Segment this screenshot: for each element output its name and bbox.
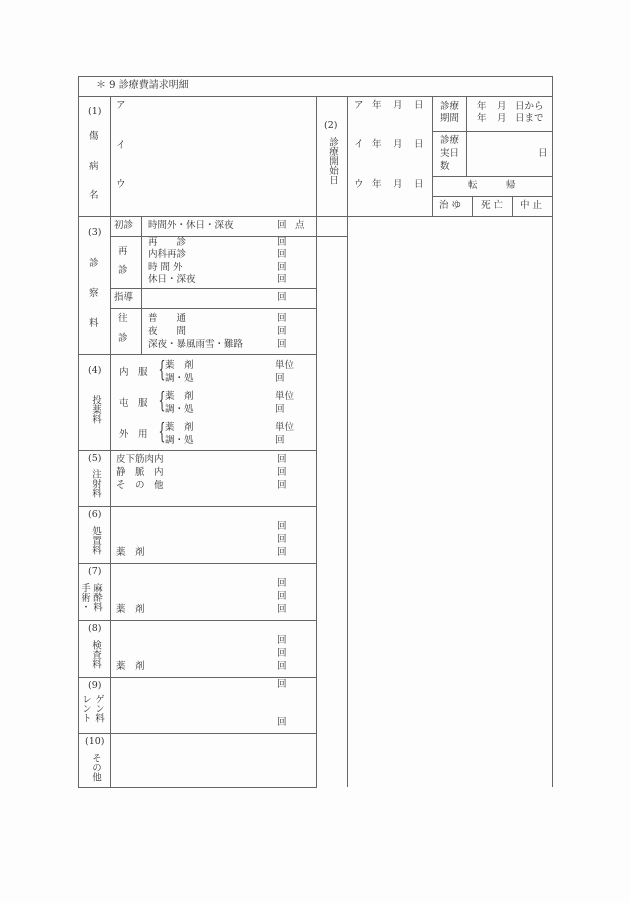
oushin-label-1: 往 — [118, 313, 128, 324]
surgery-unit-3[interactable]: 回 — [277, 604, 287, 615]
outcome-discontinued[interactable]: 中 止 — [520, 200, 543, 211]
surgery-num: (7) — [88, 566, 102, 577]
other-label: その他 — [90, 753, 101, 782]
treatment-label: 処置料 — [90, 526, 101, 555]
start-date-num: (2) — [324, 120, 338, 131]
outcome-death[interactable]: 死 亡 — [481, 200, 504, 211]
exam-label: 検査料 — [90, 640, 101, 669]
brace-icon: { — [158, 420, 166, 445]
treatment-drug: 薬 剤 — [116, 547, 145, 558]
injection-num: (5) — [88, 453, 102, 464]
xray-unit-2[interactable]: 回 — [277, 717, 287, 728]
treatment-unit-3[interactable]: 回 — [277, 547, 287, 558]
period-label-1: 診療 — [440, 101, 460, 112]
exam-unit-3[interactable]: 回 — [277, 661, 287, 672]
consult-label-2: 察 — [89, 288, 99, 299]
disease-label-3: 名 — [89, 190, 99, 201]
surgery-label-col2: 手術・ — [79, 583, 90, 612]
consult-label-1: 診 — [89, 258, 99, 269]
surgery-unit-2[interactable]: 回 — [277, 591, 287, 602]
start-date-label: 診療開始日 — [327, 137, 338, 185]
exam-num: (8) — [88, 623, 102, 634]
injection-label: 注射料 — [90, 469, 101, 498]
xray-label-col2: レント — [80, 694, 91, 723]
consult-label-3: 料 — [89, 318, 99, 329]
saishin-label-2: 診 — [118, 265, 128, 276]
brace-icon: { — [158, 358, 166, 383]
consult-num: (3) — [88, 227, 102, 238]
surgery-unit-1[interactable]: 回 — [277, 578, 287, 589]
actual-days-unit[interactable]: 日 — [538, 148, 548, 159]
xray-label-col1: ゲン料 — [93, 694, 104, 723]
form-title: ＊ 9 診療費請求明細 — [96, 80, 189, 91]
actual-days-label-3: 数 — [440, 161, 450, 172]
brace-icon: { — [158, 389, 166, 414]
treatment-unit-2[interactable]: 回 — [277, 534, 287, 545]
treatment-num: (6) — [88, 509, 102, 520]
xray-unit-1[interactable]: 回 — [277, 679, 287, 690]
medication-label: 投薬料 — [90, 395, 101, 424]
medication-num: (4) — [88, 365, 102, 376]
surgery-drug: 薬 剤 — [116, 604, 145, 615]
xray-num: (9) — [88, 680, 102, 691]
disease-num: (1) — [88, 106, 102, 117]
exam-unit-2[interactable]: 回 — [277, 648, 287, 659]
saishin-label-1: 再 — [118, 246, 128, 257]
exam-drug: 薬 剤 — [116, 661, 145, 672]
disease-item-a[interactable]: ア — [116, 100, 126, 111]
disease-label-1: 傷 — [89, 131, 99, 142]
disease-label-2: 病 — [89, 161, 99, 172]
disease-item-i[interactable]: イ — [116, 140, 126, 151]
other-num: (10) — [85, 736, 105, 747]
oushin-label-2: 診 — [118, 333, 128, 344]
actual-days-label-2: 実日 — [440, 148, 460, 159]
period-label-2: 期間 — [440, 113, 460, 124]
disease-item-u[interactable]: ウ — [116, 179, 126, 190]
exam-unit-1[interactable]: 回 — [277, 635, 287, 646]
outcome-label: 転 帰 — [468, 180, 516, 191]
outcome-cured[interactable]: 治 ゆ — [439, 200, 462, 211]
treatment-unit-1[interactable]: 回 — [277, 521, 287, 532]
surgery-label-col1: 麻酔料 — [91, 583, 102, 612]
actual-days-label-1: 診療 — [440, 135, 460, 146]
